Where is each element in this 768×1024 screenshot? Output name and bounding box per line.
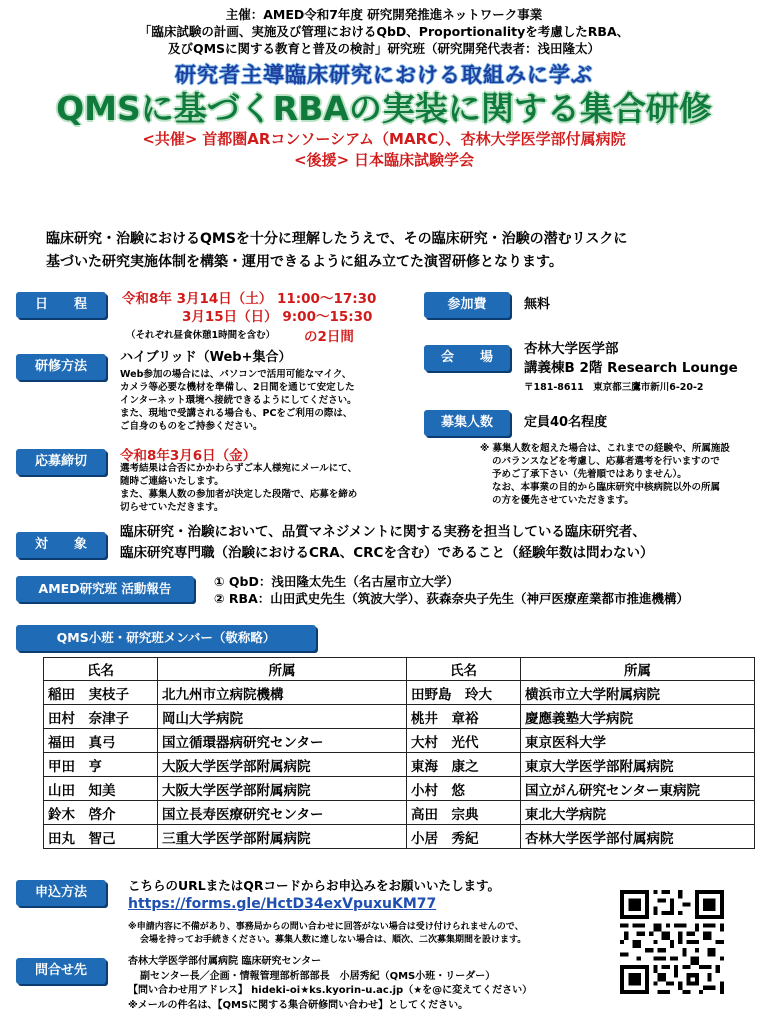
- method-desc-1: Web参加の場合には、パソコンで活用可能なマイク、: [120, 369, 352, 380]
- amed-item-2: ② RBA：山田武史先生（筑波大学）、荻森奈央子先生（神戸医療産業都市推進機構）: [214, 591, 690, 606]
- schedule-note: （それぞれ昼食休憩1時間を含む）: [126, 330, 276, 341]
- method-desc-3: インターネット環境へ接続できるようにしてください。: [120, 395, 357, 406]
- member-affiliation: 杏林大学医学部付属病院: [521, 825, 755, 849]
- amed-label: AMED研究班 活動報告: [16, 576, 194, 602]
- member-name: 鈴木 啓介: [44, 801, 158, 825]
- deadline-value: 令和8年3月6日（金）: [120, 448, 257, 464]
- members-header-row: [44, 658, 755, 681]
- member-name: 福田 真弓: [44, 729, 158, 753]
- target-text: [120, 522, 653, 564]
- member-affiliation: 東北大学病院: [521, 801, 755, 825]
- member-affiliation: 大阪大学医学部附属病院: [158, 777, 407, 801]
- deadline-desc-3: また、募集人数の参加者が決定した段階で、応募を締め: [120, 489, 358, 500]
- cosponsor-text: 首都圏ARコンソーシアム（MARC）、杏林大学医学部付属病院: [202, 130, 626, 148]
- col-name-2: 氏名: [407, 658, 521, 681]
- member-affiliation: 三重大学医学部附属病院: [158, 825, 407, 849]
- target-line-1: 臨床研究・治験において、品質マネジメントに関する実務を担当している臨床研究者、: [120, 524, 646, 540]
- page-title: QMSに基づくRBAの実装に関する集合研修: [56, 89, 712, 128]
- table-row: [44, 705, 755, 729]
- capacity-note-2: のバランスなどを考慮し、応募者選考を行いますので: [492, 456, 720, 467]
- intro: [46, 228, 736, 274]
- cosponsor: [0, 129, 768, 150]
- method-value: ハイブリッド（Web+集合）: [120, 350, 292, 365]
- member-name: 小村 悠: [407, 777, 521, 801]
- member-affiliation: 岡山大学病院: [158, 705, 407, 729]
- contact-line-1: 杏林大学医学部付属病院 臨床研究センター: [128, 956, 322, 967]
- apply-note-2: 会場を持ってお手続きください。募集人数に達しない場合は、順次、二次募集期間を設けます。: [140, 935, 527, 945]
- amed-items: [214, 573, 689, 607]
- fee-label: 参加費: [424, 292, 510, 318]
- member-affiliation: 東京大学医学部附属病院: [521, 753, 755, 777]
- contact-label: 問合せ先: [16, 958, 106, 984]
- deadline-desc-1: 選考結果は合否にかかわらずご本人様宛にメールにて、: [120, 463, 358, 474]
- method-label: 研修方法: [16, 354, 106, 380]
- member-affiliation: 大阪大学医学部附属病院: [158, 753, 407, 777]
- qr-code-icon[interactable]: [620, 890, 724, 994]
- intro-line-2: 基づいた研究実施体制を構築・運用できるように組み立てた演習研修となります。: [46, 254, 563, 270]
- page-subtitle: 研究者主導臨床研究における取組みに学ぶ: [175, 63, 593, 87]
- capacity-note-4: なお、本事業の目的から臨床研究中核病院以外の所属: [492, 482, 721, 493]
- cosponsor-label: <共催>: [142, 130, 198, 148]
- deadline-desc-2: 随時ご連絡いたします。: [120, 476, 224, 487]
- table-row: [44, 729, 755, 753]
- apply-note-1: ※申請内容に不備があり、事務局からの問い合わせに回答がない場合は受け付けられませんので、: [128, 922, 524, 932]
- member-name: 小居 秀紀: [407, 825, 521, 849]
- capacity-note-1: ※ 募集人数を超えた場合は、これまでの経験や、所属施設: [480, 443, 730, 454]
- member-name: 大村 光代: [407, 729, 521, 753]
- member-affiliation: 北九州市立病院機構: [158, 681, 407, 705]
- member-affiliation: 慶應義塾大学病院: [521, 705, 755, 729]
- project-line-2: 及びQMSに関する教育と普及の検討」研究班（研究開発代表者：浅田隆太）: [167, 41, 601, 56]
- target-line-2: 臨床研究専門職（治験におけるCRA、CRCを含む）であること（経験年数は問わない）: [120, 545, 654, 561]
- organizer-line: 主催：AMED令和7年度 研究開発推進ネットワーク事業: [225, 7, 543, 22]
- method-desc-2: カメラ等必要な機材を準備し、2日間を通じて安定した: [120, 382, 355, 393]
- schedule-day1: 令和8年 3月14日（土） 11:00～17:30: [122, 291, 377, 307]
- deadline-desc: [120, 462, 357, 514]
- capacity-note-5: の方を優先させていただきます。: [492, 495, 634, 506]
- method-desc-4: また、現地で受講される場合も、PCをご利用の際は、: [120, 408, 353, 419]
- venue-line-2: 講義棟B 2階 Research Lounge: [524, 360, 738, 376]
- members-label: QMS小班・研究班メンバー（敬称略）: [16, 625, 316, 651]
- col-affiliation-2: 所属: [521, 658, 755, 681]
- schedule-days: の2日間: [304, 329, 354, 345]
- member-name: 田村 奈津子: [44, 705, 158, 729]
- capacity-label: 募集人数: [424, 410, 510, 436]
- col-name-1: 氏名: [44, 658, 158, 681]
- intro-line-1: 臨床研究・治験におけるQMSを十分に理解したうえで、その臨床研究・治験の潜むリスクに: [46, 231, 628, 247]
- table-row: [44, 825, 755, 849]
- contact-info: [128, 955, 532, 1013]
- schedule-label: 日 程: [16, 292, 106, 318]
- header: [0, 6, 768, 171]
- apply-text: こちらのURLまたはQRコードからお申込みをお願いいたします。: [128, 878, 500, 893]
- members-table: [43, 657, 755, 849]
- member-name: 甲田 亨: [44, 753, 158, 777]
- support-label: <後援>: [294, 151, 350, 169]
- table-row: [44, 801, 755, 825]
- member-affiliation: 国立長寿医療研究センター: [158, 801, 407, 825]
- member-name: 田野島 玲大: [407, 681, 521, 705]
- support: [0, 150, 768, 171]
- col-affiliation-1: 所属: [158, 658, 407, 681]
- member-name: 山田 知美: [44, 777, 158, 801]
- capacity-note-3: 予めご了承下さい（先着順ではありません）。: [492, 469, 687, 480]
- member-affiliation: 国立がん研究センター東病院: [521, 777, 755, 801]
- contact-email: 【問い合わせ用アドレス】 hideki-oi★ks.kyorin-u.ac.jp（★を@に変えてください）: [128, 985, 533, 996]
- member-name: 高田 宗典: [407, 801, 521, 825]
- apply-form-link[interactable]: https://forms.gle/HctD34exVpuxuKM77: [128, 896, 437, 912]
- apply-note: [128, 921, 526, 947]
- project-line-1: 「臨床試験の計画、実施及び管理におけるQbD、Proportionalityを考慮したRBA、: [138, 24, 630, 39]
- member-name: 田丸 智己: [44, 825, 158, 849]
- deadline-desc-4: 切らせていただきます。: [120, 502, 224, 513]
- member-name: 東海 康之: [407, 753, 521, 777]
- fee-value: 無料: [524, 297, 551, 312]
- venue-label: 会 場: [424, 345, 510, 371]
- member-name: 桃井 章裕: [407, 705, 521, 729]
- venue-line-1: 杏林大学医学部: [524, 341, 619, 357]
- venue-address: 〒181-8611 東京都三鷹市新川6-20-2: [524, 382, 704, 393]
- method-desc: [120, 368, 357, 433]
- capacity-note: [480, 442, 730, 507]
- deadline-label: 応募締切: [16, 449, 106, 475]
- schedule-day2: 3月15日（日） 9:00～15:30: [182, 309, 373, 325]
- apply-label: 申込方法: [16, 880, 106, 906]
- table-row: [44, 681, 755, 705]
- method-desc-5: ご自身のものをご持参ください。: [120, 421, 263, 432]
- member-affiliation: 東京医科大学: [521, 729, 755, 753]
- member-name: 稲田 実枝子: [44, 681, 158, 705]
- target-label: 対 象: [16, 532, 106, 558]
- member-affiliation: 横浜市立大学附属病院: [521, 681, 755, 705]
- table-row: [44, 777, 755, 801]
- capacity-value: 定員40名程度: [524, 415, 608, 430]
- member-affiliation: 国立循環器病研究センター: [158, 729, 407, 753]
- contact-line-4: ※メールの件名は、【QMSに関する集合研修問い合わせ】としてください。: [128, 999, 469, 1011]
- table-row: [44, 753, 755, 777]
- amed-item-1: ① QbD：浅田隆太先生（名古屋市立大学）: [214, 574, 459, 589]
- support-text: 日本臨床試験学会: [353, 151, 474, 169]
- contact-line-2: 副センター長／企画・情報管理部析部部長 小居秀紀（QMS小班・リーダー）: [140, 970, 496, 982]
